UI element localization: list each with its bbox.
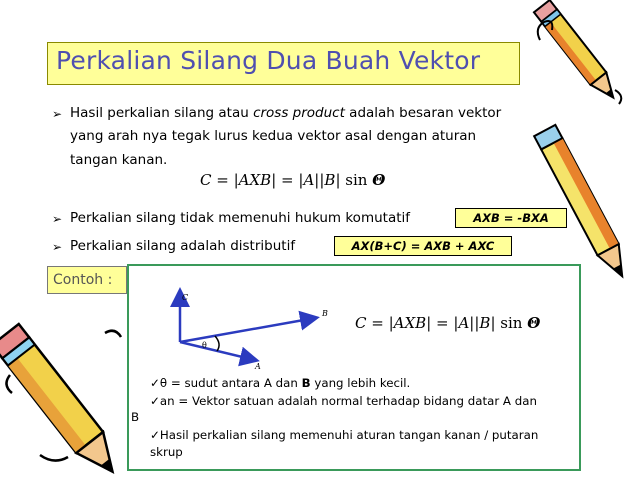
formula-a: A	[303, 171, 315, 189]
bullet-3-text: Perkalian silang adalah distributif	[70, 238, 296, 254]
note-theta-text: = sudut antara A dan	[167, 376, 302, 390]
bullet-1-line-3: tangan kanan.	[70, 152, 168, 168]
formula-b: B	[479, 314, 491, 332]
slide-title: Perkalian Silang Dua Buah Vektor	[56, 46, 481, 75]
formula-equals: =	[371, 314, 384, 332]
formula-c: C	[355, 314, 367, 332]
bullet-1-italic-term: cross product	[253, 105, 345, 121]
checkmark-icon: ✓	[150, 376, 160, 390]
label-a: A	[255, 362, 261, 370]
example-formula: C = |AXB| = |A||B| sin Θ	[355, 314, 541, 332]
formula-sin: sin	[345, 171, 368, 189]
formula-theta: Θ	[372, 171, 386, 189]
note-rule-text: Hasil perkalian silang memenuhi aturan tangan kanan / putaran	[159, 428, 539, 442]
note-an	[150, 394, 537, 408]
checkmark-icon: ✓	[150, 394, 160, 408]
formula-axb: AXB	[238, 171, 272, 189]
formula-equals: =	[216, 171, 229, 189]
note-theta-bold-b: B	[301, 376, 311, 390]
commutative-badge: AXB = -BXA	[455, 208, 567, 228]
formula-sin: sin	[500, 314, 523, 332]
note-rule-line-1	[150, 428, 538, 442]
note-theta-text-end: yang lebih kecil.	[310, 376, 411, 390]
bullet-1-line-1	[70, 105, 501, 121]
arrow-bullet-icon: ➢	[52, 212, 63, 226]
arrow-bullet-icon: ➢	[52, 107, 63, 121]
note-theta	[150, 376, 410, 390]
formula-a: A	[458, 314, 470, 332]
formula-c: C	[200, 171, 212, 189]
formula-theta: Θ	[527, 314, 541, 332]
bullet-1-text-start: Hasil perkalian silang atau	[70, 105, 254, 121]
formula-axb: AXB	[393, 314, 427, 332]
contoh-label: Contoh :	[47, 266, 127, 294]
pencil-clipart-top-right	[520, 0, 638, 110]
arrow-bullet-icon: ➢	[52, 240, 63, 254]
formula-b: B	[324, 171, 336, 189]
checkmark-icon: ✓	[150, 428, 160, 442]
cross-product-formula: C = |AXB| = |A||B| sin Θ	[200, 171, 386, 189]
bullet-1-line-2: yang arah nya tegak lurus kedua vektor asal dengan aturan	[70, 128, 477, 144]
label-b: B	[322, 309, 328, 318]
bullet-2-text: Perkalian silang tidak memenuhi hukum komutatif	[70, 210, 411, 226]
distributive-badge: AX(B+C) = AXB + AXC	[334, 236, 512, 256]
bullet-1-text-end: adalah besaran vektor	[344, 105, 502, 121]
label-c: C	[182, 293, 189, 302]
note-an-text: an = Vektor satuan adalah normal terhadap bidang datar A dan	[159, 394, 537, 408]
note-rule-line-2: skrup	[150, 445, 183, 459]
formula-equals-2: =	[281, 171, 294, 189]
pencil-clipart-bottom-left	[0, 315, 135, 479]
vector-b-arrow	[180, 318, 315, 342]
formula-equals-2: =	[436, 314, 449, 332]
label-theta: θ	[202, 341, 207, 350]
theta-symbol: θ	[159, 376, 168, 390]
vector-diagram	[160, 280, 350, 370]
note-an-b: B	[131, 410, 140, 424]
angle-arc	[215, 336, 219, 351]
